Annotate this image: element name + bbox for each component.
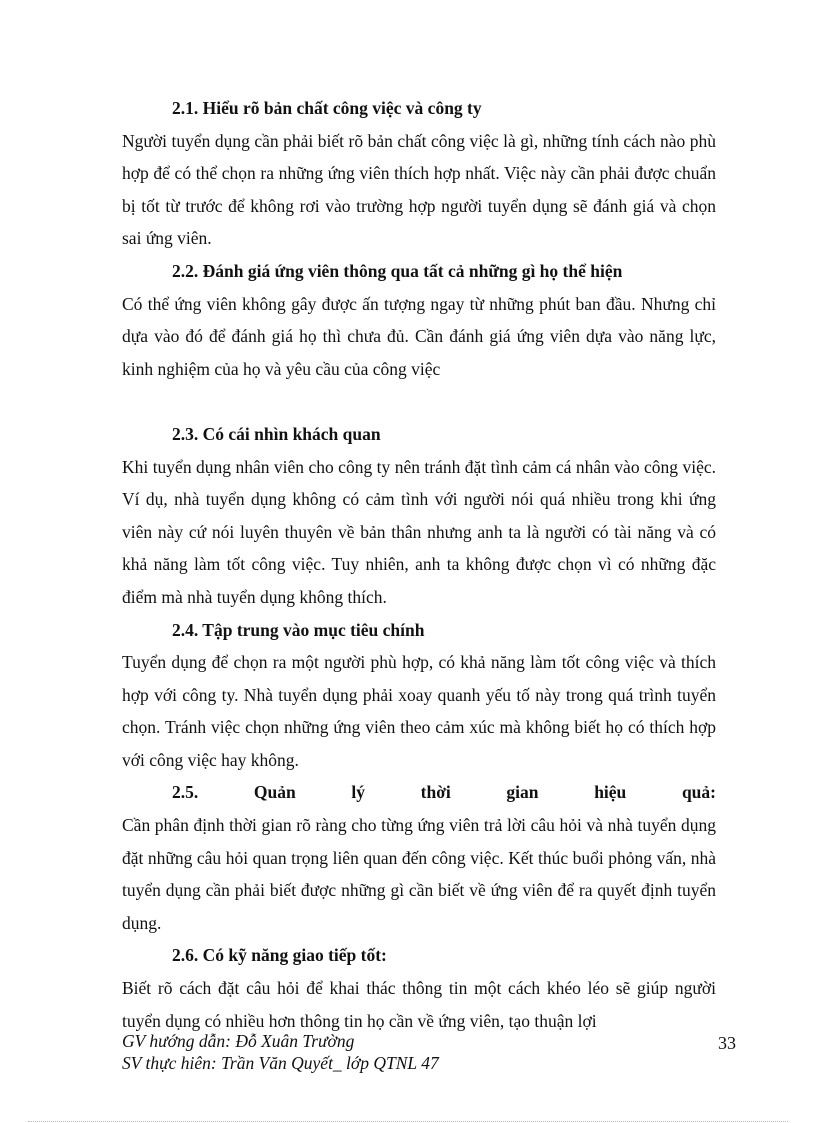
section-heading-2-2: 2.2. Đánh giá ứng viên thông qua tất cả những gì họ thể hiện	[172, 260, 623, 281]
section-body-2-1: Người tuyển dụng cần phải biết rõ bản chất công việc là gì, những tính cách nào phù hợp để có thể chọn ra những ứng viên thích hợp nhất. Việc này cần phải được chuẩn bị tốt từ trước để không rơi vào trường hợp người tuyển dụng sẽ đánh giá và chọn sai ứng viên.	[122, 130, 716, 249]
document-body	[122, 92, 716, 1037]
section-body-2-3: Khi tuyển dụng nhân viên cho công ty nên tránh đặt tình cảm cá nhân vào công việc. Ví dụ, nhà tuyển dụng không có cảm tình với người nói quá nhiều trong khi ứng viên này cứ nói luyên thuyên về bản thân nhưng anh ta là người có tài năng và có khả năng làm tốt công việc. Tuy nhiên, anh ta không được chọn vì có những đặc điểm mà nhà tuyển dụng không thích.	[122, 456, 716, 607]
section-heading-2-4: 2.4. Tập trung vào mục tiêu chính	[172, 619, 425, 640]
footer-student: SV thực hiên: Trần Văn Quyết_ lớp QTNL 47	[122, 1053, 439, 1073]
page-number: 33	[718, 1033, 736, 1053]
page-edge-divider	[28, 1121, 788, 1122]
section-body-2-6: Biết rõ cách đặt câu hỏi để khai thác thông tin một cách khéo léo sẽ giúp người tuyển dụng có nhiều hơn thông tin họ cần về ứng viên, tạo thuận lợi	[122, 978, 716, 1031]
section-heading-2-1: 2.1. Hiểu rõ bản chất công việc và công ty	[172, 98, 482, 118]
blank-line	[122, 385, 716, 418]
page-footer	[122, 1030, 736, 1074]
footer-advisor: GV hướng dẫn: Đỗ Xuân Trường	[122, 1031, 355, 1051]
section-body-2-4: Tuyển dụng để chọn ra một người phù hợp, có khả năng làm tốt công việc và thích hợp với công ty. Nhà tuyển dụng phải xoay quanh yếu tố này trong quá trình tuyển chọn. Tránh việc chọn những ứng viên theo cảm xúc mà không biết họ có thích hợp với công việc hay không.	[122, 652, 716, 770]
section-body-2-2: Có thể ứng viên không gây được ấn tượng ngay từ những phút ban đầu. Nhưng chỉ dựa vào đó để đánh giá họ thì chưa đủ. Cần đánh giá ứng viên dựa vào năng lực, kinh nghiệm của họ và yêu cầu của công việc	[122, 293, 716, 379]
section-heading-2-6: 2.6. Có kỹ năng giao tiếp tốt:	[172, 945, 387, 966]
section-heading-2-3: 2.3. Có cái nhìn khách quan	[172, 423, 381, 444]
section-heading-2-5: 2.5. Quản lý thời gian hiệu quả:	[172, 782, 716, 803]
section-body-2-5: Cần phân định thời gian rõ ràng cho từng ứng viên trả lời câu hỏi và nhà tuyển dụng đặt những câu hỏi quan trọng liên quan đến công việc. Kết thúc buổi phỏng vấn, nhà tuyển dụng cần phải biết được những gì cần biết về ứng viên để ra quyết định tuyển dụng.	[122, 815, 716, 933]
